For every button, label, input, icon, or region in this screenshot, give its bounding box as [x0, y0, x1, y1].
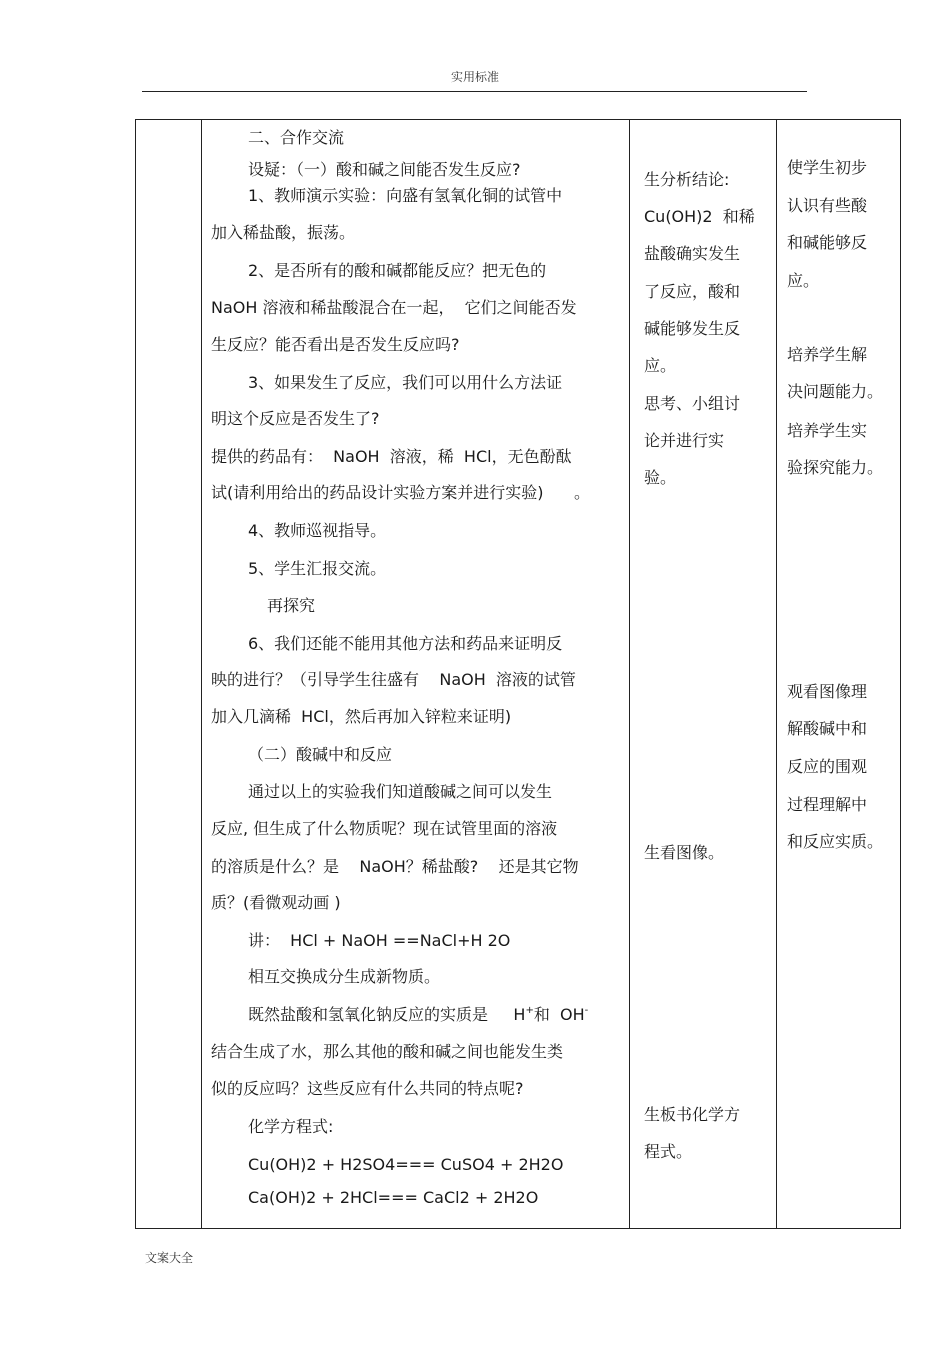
design-intent-line: 过程理解中: [787, 795, 868, 814]
paragraph-line: 相互交换成分生成新物质。: [248, 967, 441, 986]
page-footer-text: 文案大全: [145, 1251, 194, 1265]
design-intent-line: 验探究能力。: [787, 458, 884, 477]
design-intent-line: 解酸碱中和: [787, 719, 868, 738]
question-line: 设疑：（一）酸和碱之间能否发生反应?: [248, 160, 521, 179]
subheading: 化学方程式:: [248, 1117, 334, 1136]
design-intent-line: 培养学生实: [787, 421, 868, 440]
paragraph-line: 结合生成了水，那么其他的酸和碱之间也能发生类: [211, 1042, 564, 1061]
paragraph-line: NaOH 溶液和稀盐酸混合在一起， 它们之间能否发: [211, 298, 577, 317]
equation-line: Ca(OH)2 + 2HCl=== CaCl2 + 2H2O: [248, 1188, 539, 1207]
subheading: （二）酸碱中和反应: [248, 745, 393, 764]
design-intent-line: 和碱能够反: [787, 233, 868, 252]
design-intent-line: 观看图像理: [787, 682, 868, 701]
design-intent-line: 使学生初步: [787, 158, 868, 177]
design-intent-line: 培养学生解: [787, 345, 868, 364]
section-title: 二、合作交流: [248, 128, 345, 147]
paragraph-line: 反应, 但生成了什么物质呢？现在试管里面的溶液: [211, 819, 558, 838]
column-divider: [776, 120, 777, 1228]
student-activity-line: 程式。: [644, 1142, 693, 1161]
paragraph-line: 1、教师演示实验：向盛有氢氧化铜的试管中: [248, 186, 563, 205]
design-intent-line: 反应的围观: [787, 757, 868, 776]
paragraph-line: 3、如果发生了反应，我们可以用什么方法证: [248, 373, 563, 392]
design-intent-line: 决问题能力。: [787, 382, 884, 401]
paragraph-line: 的溶质是什么？是 NaOH？稀盐酸? 还是其它物: [211, 857, 579, 876]
student-activity-line: 思考、小组讨: [644, 394, 741, 413]
paragraph-line: 试(请利用给出的药品设计实验方案并进行实验) 。: [211, 483, 591, 502]
paragraph-line: 质？(看微观动画 ): [211, 893, 341, 912]
lesson-table: [135, 119, 901, 1229]
paragraph-line: 加入几滴稀 HCl，然后再加入锌粒来证明): [211, 707, 512, 726]
design-intent-line: 认识有些酸: [787, 196, 868, 215]
paragraph-line: 提供的药品有： NaOH 溶液，稀 HCl，无色酚酞: [211, 447, 572, 466]
subheading: 再探究: [267, 596, 316, 615]
paragraph-line: 6、我们还能不能用其他方法和药品来证明反: [248, 634, 563, 653]
header-divider: [142, 91, 807, 92]
student-activity-line: 碱能够发生反: [644, 319, 741, 338]
page-header-title: 实用标准: [450, 70, 499, 84]
paragraph-line: 映的进行？（引导学生往盛有 NaOH 溶液的试管: [211, 670, 576, 689]
student-activity-line: 盐酸确实发生: [644, 244, 741, 263]
student-activity-line: 验。: [644, 468, 677, 487]
paragraph-line: 似的反应吗？这些反应有什么共同的特点呢?: [211, 1079, 524, 1098]
design-intent-line: 应。: [787, 271, 820, 290]
student-activity-line: 生分析结论:: [644, 170, 730, 189]
column-divider: [629, 120, 630, 1228]
student-activity-line: 生看图像。: [644, 843, 725, 862]
student-activity-line: Cu(OH)2 和稀: [644, 207, 755, 226]
paragraph-line: 5、学生汇报交流。: [248, 559, 387, 578]
design-intent-line: 和反应实质。: [787, 832, 884, 851]
student-activity-line: 应。: [644, 356, 677, 375]
paragraph-line: 明这个反应是否发生了?: [211, 409, 380, 428]
paragraph-line: 加入稀盐酸，振荡。: [211, 223, 356, 242]
student-activity-line: 了反应，酸和: [644, 282, 741, 301]
equation-line: 讲： HCl + NaOH ==NaCl+H 2O: [248, 931, 511, 950]
paragraph-line: 生反应？能否看出是否发生反应吗?: [211, 335, 460, 354]
paragraph-line: 通过以上的实验我们知道酸碱之间可以发生: [248, 782, 553, 801]
student-activity-line: 论并进行实: [644, 431, 725, 450]
paragraph-line: 4、教师巡视指导。: [248, 521, 387, 540]
student-activity-line: 生板书化学方: [644, 1105, 741, 1124]
paragraph-line: 2、是否所有的酸和碱都能反应？把无色的: [248, 261, 547, 280]
paragraph-line: 既然盐酸和氢氧化钠反应的实质是 H+和 OH-: [248, 1005, 589, 1024]
column-divider: [201, 120, 202, 1228]
equation-line: Cu(OH)2 + H2SO4=== CuSO4 + 2H2O: [248, 1155, 564, 1174]
